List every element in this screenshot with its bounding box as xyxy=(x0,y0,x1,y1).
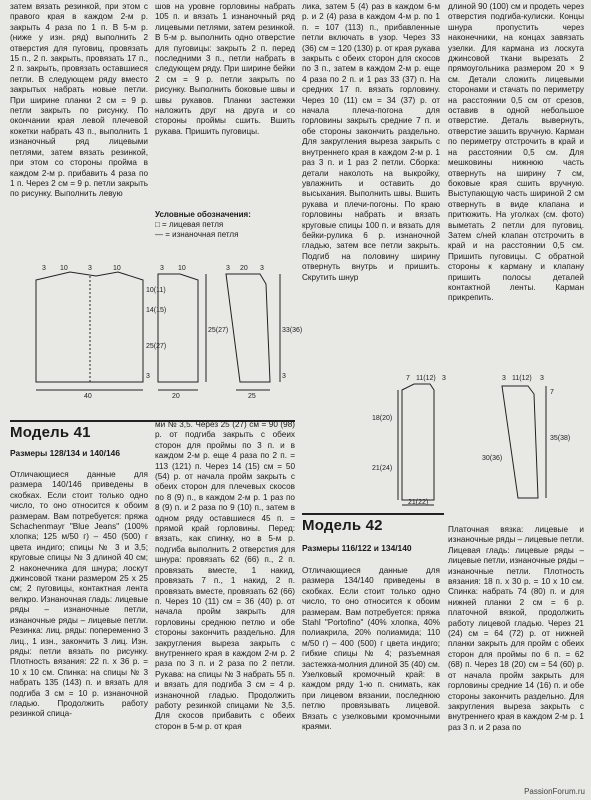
top-text-4: длиной 90 (100) см и продеть через отверстия подгиба-кулиски. Концы шнура пропустить через наконечники, на концах завязать узелки. Для кармана из лоскута джинсовой ткани вырезать 2 прямоугольника размером 20 × 9 см. Детали сложить лицевыми сторонами и стачать по периметру на расстоянии 0,5 см от срезов, оставив в одной небольшое отверстие. Деталь вывернуть, отверстие зашить вручную. Карман по периметру отстрочить в край и на расстоянии 0,5 см. Для мешковины нижнюю часть отвернуть на ширину 7 см, боковые края сшить вручную. Выступающую часть шириной 2 см отвернуть в виде клапана и притюжить. На уголках (см. фото) выметать 2 петли для пуговиц. Затем с/ней клапан отстрочить в край и на расстоянии 0,5 см. Пришить пуговицы. С обратной стороны к карману и клапану пришить полосы деталей контактной ленты. Карман прикрепить. xyxy=(448,2,584,303)
m42-mid: 30(36) xyxy=(482,455,503,462)
model41-title: Модель 41 xyxy=(10,424,91,441)
m41-top-4: 10 xyxy=(113,265,121,272)
model42-column-1 xyxy=(302,566,440,798)
m41-right-1: 10(11) xyxy=(146,287,166,294)
m42-top-1: 7 xyxy=(406,375,410,382)
watermark: PassionForum.ru xyxy=(524,787,585,796)
m42-right-side-2: 7 xyxy=(550,389,554,396)
m41-top-1: 3 xyxy=(42,265,46,272)
model42-text-2: Платочная вязка: лицевые и изнаночные ряды – лицевые петли. Лицевая гладь: лицевые ряды – лицевые петли, изнаночные ряды – изнаночные петли. Плотность вязания: 18 п. x 30 р. = 10 x 10 см. Спинка: набрать 74 (80) п. и для нижней планки 2 см = 6 р. платочной вязкой, продолжить работу лицевой гладью. Через 21 (24) см = 64 (72) р. от нижней планки закрыть для пройм с обеих сторон для проймы по 6 п. = 62 (68) п. Через 18 (20) см = 54 (60) р. от начала пройм закрыть для горловины средние 14 (16) п. и обе стороны закончить раздельно. Для закругления выреза закрыть с внутреннего края в каждом 2-м р. 1 раз 3 п. и 2 раза по xyxy=(448,525,584,732)
top-column-3 xyxy=(302,2,440,350)
m41-width-front: 40 xyxy=(84,393,92,400)
m42-side-1: 21(24) xyxy=(372,465,393,472)
legend-title: Условные обозначения: xyxy=(155,210,251,219)
model41-pattern-diagram xyxy=(8,262,303,400)
m41-top-2: 10 xyxy=(60,265,68,272)
model42-rule xyxy=(302,513,444,515)
m41-sleeve-top-1: 3 xyxy=(226,265,230,272)
m42-right-top-2: 11(12) xyxy=(512,375,532,382)
top-text-2: шов на уровне горловины набрать 105 п. и вязать 1 изнаночный ряд лицевыми петлями, затем резинкой. В 5-м р. выполнить одно отверстие для пуговицы: закрыть 2 п. перед последними 3 п., петли набрать в следующем ряду. При ширине бейки 2 см = 9 р. петли закрыть по рисунку. Выполнить боковые швы и швы рукавов. Планки застежки наложить друг на друга и со стороны проймы сшить. Вшить рукава. Пришить пуговицы. xyxy=(155,2,295,136)
model41-column-1 xyxy=(10,470,148,798)
m42-side-2: 18(20) xyxy=(372,415,393,422)
top-column-1 xyxy=(10,2,148,242)
m41-sleeve-right-1: 33(36) xyxy=(282,327,303,334)
model42-text-1: Отличающиеся данные для размера 134/140 приведены в скобках. Если стоит только одно число, то оно относится к обоим размерам. Вам потребуется: пряжа Stahl "Portofino" (40% хлопка, 40% полиакрила, 20% полиамида; 110 м/50 г) – 400 (500) г цвета индиго; гибкие спицы № 4; разъемная застежка-молния длиной 35 (40) см. Узелковый кромочный край: в каждом ряду 1-ю п. снимать, как при лицевом вязании, последнюю петлю провязывать лицевой. Вязать с узелковыми кромочными краями. xyxy=(302,566,440,732)
m42-bottom: 21(22) xyxy=(408,499,429,506)
top-text-1: затем вязать резинкой, при этом с правого края в каждом 2-м р. закрыть 4 раза по 1 п. В 5-м р. (ниже у изн. ряд) выполнить 2 отверстия для пуговиц, провязать 15 п., 2 п. закрыть, провязать 17 п., 2 п. закрыть, провязать оставшиеся петли. В следующем ряду вместо закрытых набрать новые петли. При ширине планки 2 см = 9 р. петли закрыть по рисунку. По окончании края левой плечевой кокетки набрать 43 п., выполнить 1 изнаночный ряд лицевыми петлями, затем вязать резинкой, при этом со стороны пройма в каждом 2-м р. прибавить 4 раза по 1 п. Через 2 см = 9 р. петли закрыть по рисунку. Выполнить левую xyxy=(10,2,148,199)
m42-right-side-1: 35(38) xyxy=(550,435,571,442)
m41-width-sleeve: 25 xyxy=(248,393,256,400)
m41-sleeve-top-2: 20 xyxy=(240,265,248,272)
m42-right-top-1: 3 xyxy=(502,375,506,382)
m41-width-back: 20 xyxy=(172,393,180,400)
m41-sleeve-right-2: 3 xyxy=(282,373,286,380)
m41-top-3: 3 xyxy=(88,265,92,272)
model41-sizes: Размеры 128/134 и 140/146 xyxy=(10,448,120,458)
model41-text-2: ми № 3,5. Через 25 (27) см = 90 (98) р. от подгиба закрыть с обеих сторон для проймы по 3 п. и в каждом 2-м р. еще 4 раза по 2 п. = 113 (121) п. Через 14 (15) см = 50 (54) р. от начала пройм закрыть с обеих сторон для плечевых скосов по 8 (9) п., в каждом 2-м р. 1 раз по 8 (9) п. и 2 раза по 9 (10) п., затем в одном ряду оставшиеся 45 п. = прямой край горловины. Перед: вязать, как спинку, но в 5-м р. подгиба выполнить 2 отверстия для шнура: провязать 62 (66) п., 2 п. провязать вместе, 1 накид, провязать 7 п., 1 накид, 2 п. провязать вместе, провязать 62 (66) п. Через 10 (11) см = 36 (40) р. от начала пройм закрыть для горловины среднюю петлю и обе стороны закончить раздельно. Для закругления выреза закрыть с внутреннего края в каждом 2-м р. 2 раза по 3 п. и 2 раза по 2 петли. Рукава: на спицы № 3 набрать 55 п. и вязать для подгиба 3 см = 4 р. изнаночной гладью. Продолжить работу резинкой спицами № 3,5. Для скосов прибавить с обеих сторон в 5-м р. от края xyxy=(155,420,295,731)
model41-text-1: Отличающиеся данные для размера 140/146 приведены в скобках. Если стоит только одно число, то оно относится к обоим размерам. Вам потребуется: пряжа Schachenmayr "Blue Jeans" (100% хлопка; 125 м/50 г) – 450 (500) г цвета индиго; спицы № 3 и 3,5; круговые спицы № 3 длиной 40 см; 2 наконечника для шнура; лоскут джинсовой ткани размером 25 x 25 см; 2 пуговицы, контактная лента велкро. Изнаночная гладь: лицевые ряды – изнаночные петли, изнаночные ряды – лицевые петли. Резинка: лиц. ряды: попеременно 3 лиц., 1 изн., закончить 3 лиц. Изн. ряды: петли вязать по рисунку. Плотность вязания: 22 п. x 36 р. = 10 x 10 см. Спинка: на спицы № 3 набрать 135 (143) п. и вязать для подгиба 3 см = 10 р. изнаночной гладью. Продолжить работу резинкой спица- xyxy=(10,470,148,719)
m41-back-top-1: 3 xyxy=(160,265,164,272)
m41-sleeve-top-3: 3 xyxy=(260,265,264,272)
model42-pattern-diagram xyxy=(302,370,587,510)
legend-item-knit: □ = лицевая петля xyxy=(155,220,224,229)
legend xyxy=(155,210,295,240)
top-text-3: лика, затем 5 (4) раз в каждом 6-м р. и 2 (4) раза в каждом 4-м р. по 1 п. = 107 (113) п., прибавленные петли включать в узор. Через 33 (36) см = 120 (130) р. от края рукава закрыть с обеих сторон для скосов по 3 п., затем в каждом 2-м р. еще 4 раза по 2 п. и 1 раз 33 (37) п. На средних 17 п. вязать горловину. Через 10 (11) см = 34 (37) р. от начала плеча-погона для горловины закрыть средние 7 п. и обе стороны закончить раздельно. Для закругления выреза закрыть с внутреннего края в каждом 2-м р. 1 раз 3 п. и 1 раз 2 петли. Сборка: детали наколоть на выкройку, увлажнить и оставить до высыхания. Выполнить швы. Вшить рукава и плечи-погоны. По краю горловины набрать и вязать круговые спицы 100 п. и вязать для бейки-рулика 6 р. изнаночной гладью, затем все петли закрыть. Подгиб на половину ширину отвернуть внутрь и пришить. Скрутить шнур xyxy=(302,2,440,282)
m42-top-2: 11(12) xyxy=(416,375,436,382)
m41-back-right: 25(27) xyxy=(208,327,229,334)
m41-right-3: 25(27) xyxy=(146,343,167,350)
top-column-4 xyxy=(448,2,584,392)
legend-item-purl: — = изнаночная петля xyxy=(155,230,239,239)
m41-back-top-2: 10 xyxy=(178,265,186,272)
model42-title: Модель 42 xyxy=(302,517,383,534)
m41-right-4: 3 xyxy=(146,373,150,380)
model42-column-2 xyxy=(448,525,584,789)
model41-column-2 xyxy=(155,420,295,798)
m42-top-3: 3 xyxy=(442,375,446,382)
m42-right-top-3: 3 xyxy=(540,375,544,382)
model42-sizes: Размеры 116/122 и 134/140 xyxy=(302,543,412,553)
m41-right-2: 14(15) xyxy=(146,307,167,314)
top-column-2 xyxy=(155,2,295,178)
